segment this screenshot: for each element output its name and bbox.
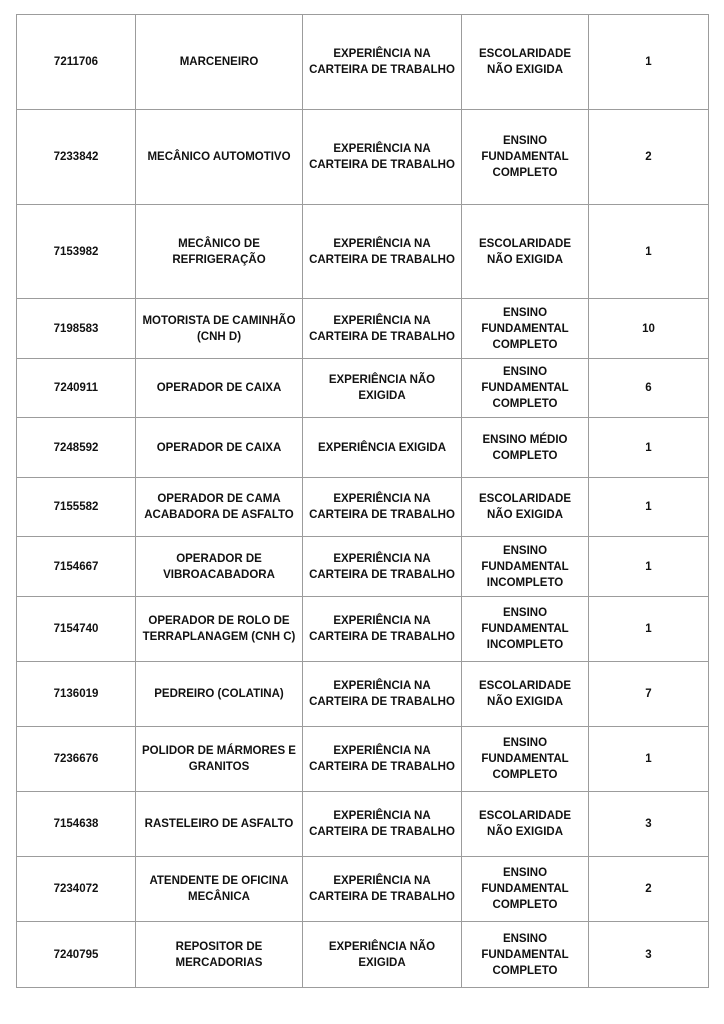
job-education: ENSINO FUNDAMENTAL COMPLETO — [462, 110, 589, 205]
job-education: ENSINO MÉDIO COMPLETO — [462, 418, 589, 478]
job-experience: EXPERIÊNCIA NA CARTEIRA DE TRABALHO — [303, 478, 462, 537]
job-vacancies: 1 — [589, 727, 709, 792]
job-experience: EXPERIÊNCIA NÃO EXIGIDA — [303, 922, 462, 988]
job-role: OPERADOR DE CAIXA — [136, 359, 303, 418]
job-code: 7248592 — [17, 418, 136, 478]
table-row — [17, 662, 709, 727]
job-role: OPERADOR DE CAIXA — [136, 418, 303, 478]
job-vacancies: 1 — [589, 597, 709, 662]
table-row — [17, 110, 709, 205]
job-experience: EXPERIÊNCIA EXIGIDA — [303, 418, 462, 478]
table-row — [17, 15, 709, 110]
job-experience: EXPERIÊNCIA NA CARTEIRA DE TRABALHO — [303, 727, 462, 792]
table-row — [17, 299, 709, 359]
job-education: ESCOLARIDADE NÃO EXIGIDA — [462, 205, 589, 299]
job-experience: EXPERIÊNCIA NÃO EXIGIDA — [303, 359, 462, 418]
job-vacancies: 7 — [589, 662, 709, 727]
job-education: ENSINO FUNDAMENTAL COMPLETO — [462, 922, 589, 988]
job-vacancies: 1 — [589, 15, 709, 110]
job-vacancies: 10 — [589, 299, 709, 359]
job-code: 7240911 — [17, 359, 136, 418]
table-row — [17, 857, 709, 922]
job-vacancies: 1 — [589, 205, 709, 299]
job-experience: EXPERIÊNCIA NA CARTEIRA DE TRABALHO — [303, 15, 462, 110]
job-experience: EXPERIÊNCIA NA CARTEIRA DE TRABALHO — [303, 792, 462, 857]
job-role: OPERADOR DE CAMA ACABADORA DE ASFALTO — [136, 478, 303, 537]
job-role: ATENDENTE DE OFICINA MECÂNICA — [136, 857, 303, 922]
table-row — [17, 478, 709, 537]
table-row — [17, 418, 709, 478]
job-code: 7154638 — [17, 792, 136, 857]
table-row — [17, 205, 709, 299]
job-experience: EXPERIÊNCIA NA CARTEIRA DE TRABALHO — [303, 857, 462, 922]
job-role: MECÂNICO DE REFRIGERAÇÃO — [136, 205, 303, 299]
job-vacancies: 3 — [589, 792, 709, 857]
job-education: ENSINO FUNDAMENTAL COMPLETO — [462, 857, 589, 922]
job-role: OPERADOR DE ROLO DE TERRAPLANAGEM (CNH C) — [136, 597, 303, 662]
job-vacancies: 6 — [589, 359, 709, 418]
job-role: OPERADOR DE VIBROACABADORA — [136, 537, 303, 597]
job-code: 7136019 — [17, 662, 136, 727]
job-code: 7154667 — [17, 537, 136, 597]
table-row — [17, 537, 709, 597]
job-role: MARCENEIRO — [136, 15, 303, 110]
job-code: 7211706 — [17, 15, 136, 110]
job-education: ESCOLARIDADE NÃO EXIGIDA — [462, 15, 589, 110]
table-row — [17, 727, 709, 792]
job-education: ESCOLARIDADE NÃO EXIGIDA — [462, 478, 589, 537]
job-vacancies: 1 — [589, 418, 709, 478]
table-row — [17, 792, 709, 857]
job-vacancies: 2 — [589, 110, 709, 205]
job-education: ENSINO FUNDAMENTAL COMPLETO — [462, 359, 589, 418]
job-role: MOTORISTA DE CAMINHÃO (CNH D) — [136, 299, 303, 359]
job-code: 7198583 — [17, 299, 136, 359]
job-code: 7240795 — [17, 922, 136, 988]
job-role: MECÂNICO AUTOMOTIVO — [136, 110, 303, 205]
job-code: 7154740 — [17, 597, 136, 662]
table-row — [17, 922, 709, 988]
job-vacancies-table — [16, 14, 709, 988]
job-experience: EXPERIÊNCIA NA CARTEIRA DE TRABALHO — [303, 205, 462, 299]
table-row — [17, 359, 709, 418]
job-vacancies: 1 — [589, 537, 709, 597]
job-vacancies: 3 — [589, 922, 709, 988]
job-experience: EXPERIÊNCIA NA CARTEIRA DE TRABALHO — [303, 110, 462, 205]
job-code: 7155582 — [17, 478, 136, 537]
job-education: ESCOLARIDADE NÃO EXIGIDA — [462, 662, 589, 727]
job-experience: EXPERIÊNCIA NA CARTEIRA DE TRABALHO — [303, 662, 462, 727]
job-education: ENSINO FUNDAMENTAL INCOMPLETO — [462, 537, 589, 597]
job-education: ESCOLARIDADE NÃO EXIGIDA — [462, 792, 589, 857]
job-experience: EXPERIÊNCIA NA CARTEIRA DE TRABALHO — [303, 537, 462, 597]
job-code: 7234072 — [17, 857, 136, 922]
job-role: RASTELEIRO DE ASFALTO — [136, 792, 303, 857]
job-vacancies: 2 — [589, 857, 709, 922]
job-role: REPOSITOR DE MERCADORIAS — [136, 922, 303, 988]
job-experience: EXPERIÊNCIA NA CARTEIRA DE TRABALHO — [303, 299, 462, 359]
job-role: PEDREIRO (COLATINA) — [136, 662, 303, 727]
job-education: ENSINO FUNDAMENTAL INCOMPLETO — [462, 597, 589, 662]
job-experience: EXPERIÊNCIA NA CARTEIRA DE TRABALHO — [303, 597, 462, 662]
job-code: 7233842 — [17, 110, 136, 205]
table-row — [17, 597, 709, 662]
job-role: POLIDOR DE MÁRMORES E GRANITOS — [136, 727, 303, 792]
job-education: ENSINO FUNDAMENTAL COMPLETO — [462, 299, 589, 359]
job-code: 7153982 — [17, 205, 136, 299]
job-code: 7236676 — [17, 727, 136, 792]
job-education: ENSINO FUNDAMENTAL COMPLETO — [462, 727, 589, 792]
job-vacancies: 1 — [589, 478, 709, 537]
